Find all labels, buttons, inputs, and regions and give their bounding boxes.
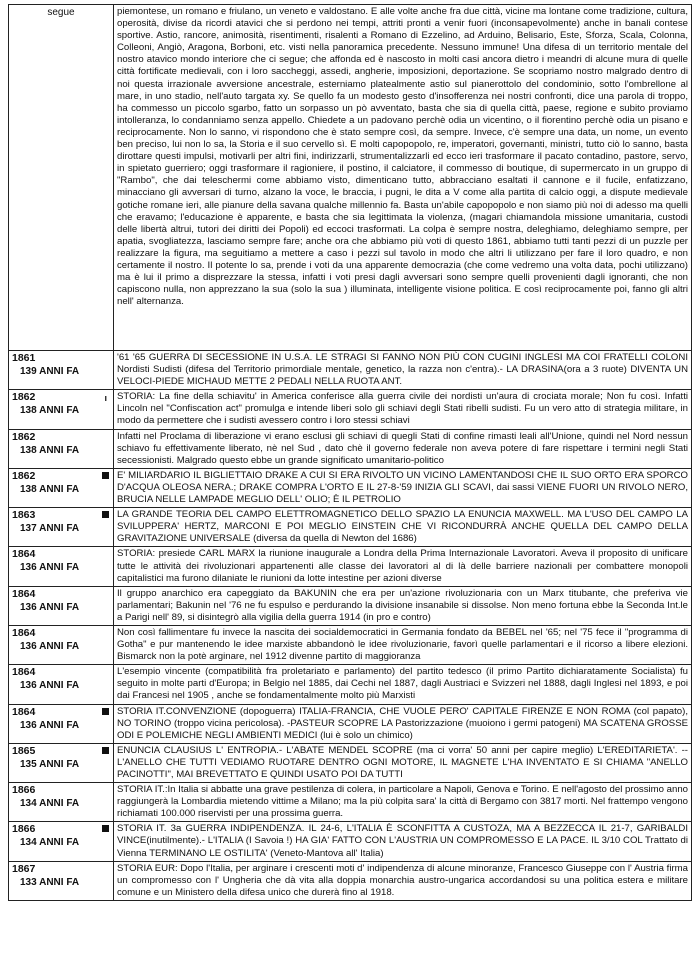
entry-text: STORIA IT. 3a GUERRA INDIPENDENZA. IL 24-6, L'ITALIA È SCONFITTA A CUSTOZA, MA A BEZZECCA IL 21-7, GARIBALDI VINCE(inutilmente).- L'ITALIA (I Savoia !) HA GIA' FATTO CON L'AUSTRIA UN COMPROMESSO E LA PACE. IL 3/10 COL Trattato di Vienna TERMINANO LE OSTILITA' (Veneto-Mantova all' Italia) — [114, 822, 692, 861]
table-row — [9, 743, 692, 782]
row-years-ago: 139 ANNI FA — [20, 366, 80, 377]
year-cell — [9, 351, 114, 390]
square-bullet-icon — [102, 472, 109, 479]
year-cell — [9, 390, 114, 429]
timeline-sheet — [8, 4, 692, 901]
square-bullet-icon — [102, 708, 109, 715]
square-bullet-icon — [102, 825, 109, 832]
year-cell — [9, 547, 114, 586]
row-years-ago: 134 ANNI FA — [20, 798, 80, 810]
row-year: 1866 — [12, 784, 36, 797]
table-row — [9, 351, 692, 390]
row-year: 1864 — [12, 705, 36, 718]
year-cell — [9, 625, 114, 664]
row-years-ago: 137 ANNI FA — [20, 523, 80, 535]
table-row — [9, 861, 692, 900]
row-years-ago: 135 ANNI FA — [20, 758, 80, 770]
table-row — [9, 704, 692, 743]
table-row — [9, 625, 692, 664]
table-row — [9, 508, 692, 547]
row-year: 1866 — [12, 823, 36, 836]
row-years-ago: 136 ANNI FA — [20, 719, 80, 731]
table-row — [9, 822, 692, 861]
year-cell — [9, 468, 114, 507]
row-years-ago: 136 ANNI FA — [20, 680, 80, 692]
row-years-ago: 138 ANNI FA — [20, 444, 80, 456]
year-cell — [9, 704, 114, 743]
year-cell — [9, 743, 114, 782]
row-years-ago: 138 ANNI FA — [20, 405, 80, 417]
table-row — [9, 390, 692, 429]
table-row — [9, 783, 692, 822]
entry-text: Il gruppo anarchico era capeggiato da BAKUNIN che era per un'azione rivoluzionaria con un Marx titubante, che preferiva vie parlamentari; Bakunin nel '76 ne fu espulso e perdurando la divisione insanabile si dissolse. Non meno fortuna ebbe la Seconda Int.le a Parigi nell' 89, si disintegrò alla vigilia della guerra 1914 (in pro e contro) — [114, 586, 692, 625]
entry-text: E' MILIARDARIO IL BIGLIETTAIO DRAKE A CUI SI ERA RIVOLTO UN VICINO LAMENTANDOSI CHE IL SUO ORTO ERA SPORCO D'ACQUA OLEOSA NERA.; DRAKE COMPRA L'ORTO E IL 27-8-'59 INIZIA GLI SCAVI, dai sassi VIENE FUORI UN RIVOLO NERO, BRUCIA NELLE LAMPADE MEGLIO DELL' OLIO; È IL PETROLIO — [114, 468, 692, 507]
year-cell — [9, 429, 114, 468]
row-years-ago: 136 ANNI FA — [20, 562, 80, 574]
row-year: segue — [47, 7, 75, 18]
row-year: 1864 — [12, 548, 36, 561]
table-row — [9, 468, 692, 507]
entry-text: '61 '65 GUERRA DI SECESSIONE IN U.S.A. LE STRAGI SI FANNO NON PIÙ CON CUGINI INGLESI MA COI FRATELLI COLONI Nordisti Sudisti (difesa del Territorio primordiale mentale, genetico, la razza non c'entra).- LA DRASINA(ora a 3 ruote) DIVENTA UN VELOCI-PIEDE MICHAUD METTE 2 PEDALI NELLA RUOTA ANT. — [114, 351, 692, 390]
timeline-table — [8, 4, 692, 901]
entry-text: Infatti nel Proclama di liberazione vi erano esclusi gli schiavi di quegli Stati di confine rimasti leali all'Unione, quindi nel Nord nessun schiavo fu effettivamente liberato, nè nel Sud , dato chè il governo federale non aveva potere di fare rispettare i termini negli Stati secessionisti. Malgrado questo ebbe un grande significato umanitario-politico — [114, 429, 692, 468]
entry-text: L'esempio vincente (compatibilità fra proletariato e parlamento) del partito tedesco (il primo Partito dichiaratamente Socialista) fu seguito in molte parti d'Europa; in Belgio nel 1885, dai Cechi nel 1887, dagli Austriaci e Svizzeri nel 1888, dagli Inglesi nel 1893, e poi dai Francesi nel 1905 , anche se fondamentalmente molto più Marxisti — [114, 665, 692, 704]
entry-text: Non così fallimentare fu invece la nascita dei socialdemocratici in Germania fondato da BEBEL nel '65; nel '75 fece il "programma di Gotha" e pur mantenendo le idee marxiste abbandonò le idee rivoluzionarie, favorì quelle parlamentari e il ricorso a libere elezioni. Bismarck non la potè arginare, nel 1912 divenne partito di maggioranza — [114, 625, 692, 664]
row-year: 1862 — [12, 391, 36, 404]
square-bullet-icon — [102, 747, 109, 754]
year-cell — [9, 586, 114, 625]
table-row — [9, 5, 692, 351]
row-year: 1864 — [12, 587, 36, 600]
row-year: 1862 — [12, 430, 36, 443]
row-year: 1864 — [12, 626, 36, 639]
year-cell — [9, 861, 114, 900]
year-cell — [9, 5, 114, 351]
entry-text: LA GRANDE TEORIA DEL CAMPO ELETTROMAGNETICO DELLO SPAZIO LA ENUNCIA MAXWELL. MA L'USO DEL CAMPO LA SVILUPPERA' HERTZ, MARCONI E POI MEGLIO EINSTEIN CHE VI RICONDURRÀ ANCHE QUELLA DEL CAMPO DELLA GRAVITAZIONE UNIVERSALE (diversa da quella di Newton del 1686) — [114, 508, 692, 547]
row-years-ago: 136 ANNI FA — [20, 640, 80, 652]
square-bullet-icon — [102, 511, 109, 518]
row-years-ago: 136 ANNI FA — [20, 601, 80, 613]
row-year: 1862 — [12, 469, 36, 482]
year-cell — [9, 665, 114, 704]
table-row — [9, 665, 692, 704]
row-year: 1864 — [12, 666, 36, 679]
row-years-ago: 138 ANNI FA — [20, 483, 80, 495]
row-year: 1863 — [12, 509, 36, 522]
tick-mark-icon: ı — [104, 393, 107, 404]
row-years-ago: 133 ANNI FA — [20, 876, 80, 888]
entry-text: STORIA: La fine della schiavitu' in America conferisce alla guerra civile dei nordisti un'aura di crociata morale; Non fu così. Infatti Lincoln nel "Confiscation act" promulga e intende liberi solo gli schiavi degli Stati ribelli sudisti. Fu un vero atto di strategia militare, in modo da permettere che i sudisti avessero contro i loro stessi schiavi — [114, 390, 692, 429]
year-cell — [9, 822, 114, 861]
row-year: 1865 — [12, 744, 36, 757]
year-cell — [9, 783, 114, 822]
row-year: 1867 — [12, 862, 36, 875]
entry-text: ENUNCIA CLAUSIUS L' ENTROPIA.- L'ABATE MENDEL SCOPRE (ma ci vorra' 50 anni per capire meglio) L'EREDITARIETA'. --L'ANELLO CHE TUTTI VEDIAMO RUOTARE DENTRO OGNI MOTORE, IL MAGNETE L'HA INVENTATO E SI CHIAMA "ANELLO PACINOTTI", MAI BREVETTATO E QUINDI USATO POI DA TUTTI — [114, 743, 692, 782]
entry-text: STORIA EUR: Dopo l'Italia, per arginare i crescenti moti d' indipendenza di alcune minoranze, Francesco Giuseppe con l' Austria firma un compromesso con l' Ungheria che dà vita alla doppia monarchia austro-ungarica accordandosi su una politica estera e militare comune e un Ministero della difesa unico che durerà fino al 1918. — [114, 861, 692, 900]
entry-text: STORIA IT.CONVENZIONE (dopoguerra) ITALIA-FRANCIA, CHE VUOLE PERO' CAPITALE FIRENZE E NON ROMA (col papato), NO TORINO (troppo vicina pericolosa). -PASTEUR SCOPRE LA Pastorizzazione (muoiono i germi patogeni) MA SCATENA GROSSE ODI E POLEMICHE NEGLI AMBIENTI MEDICI (lui è solo un chimico) — [114, 704, 692, 743]
row-years-ago: 134 ANNI FA — [20, 837, 80, 849]
table-row — [9, 586, 692, 625]
year-cell — [9, 508, 114, 547]
entry-text: STORIA: presiede CARL MARX la riunione inaugurale a Londra della Prima Internazionale Lavoratori. Aveva il proposito di unificare tutte le attività dei rivoluzionari appartenenti alle classe dei lavoratori al di là delle barriere nazionali per combattere monopoli capitalistici ma furono dilaniate le riunioni da lotte intestine per azioni diverse — [114, 547, 692, 586]
entry-text: STORIA IT.:In Italia si abbatte una grave pestilenza di colera, in particolare a Napoli, Genova e Torino. E nell'agosto del prossimo anno raggiungerà la Lombardia mietendo vittime a Milano; ma la più colpita sara' la città di Bergamo con 3817 morti. Nel frattempo vengono richiamati 100.000 riservisti per una prossima guerra. — [114, 783, 692, 822]
table-row — [9, 547, 692, 586]
table-row — [9, 429, 692, 468]
entry-text: piemontese, un romano e friulano, un veneto e valdostano. E alle volte anche fra due città, vicine ma lontane come tradizione, cultura, operosità, divise da ricordi atavici che si perdono nei tempi, attriti pronti a venir fuori (inconsapevolmente) anche in banali contese sportive. Astio, rancore, animosità, risentimenti, risalenti a Romano di Ezzelino, ad Arduino, Belisario, Este, Sforza, Scala, Colonna, Colleoni, Angiò, Aragona, Borboni, etc. visti nella panoramica precedente. Nessuno immune! Una difesa di un territorio mentale del nostro atavico mondo interiore che ci segue; che affonda ed è nascosto in molti casi ancora dietro i meandri di alcune mura di quelle città fortificate medievali, con i loro saccheggi, assedi, angherie, imposizioni, deportazione. Se scopriamo nostro malgrado dentro di noi questa irrazionale avversione ancestrale, esterniamo platealmente astio sul pianerottolo del condominio, sotto l'ombrellone al mare, in uno stadio, nell'auto targata xy. Se quello fa un modesto gesto d'insofferenza nei nostri confronti, dice una parola di troppo, ha commesso un piccolo sgarbo, fatto un sorpasso un pò avventato, basta che sia di quella città, paese, regione e subito proviamo intolleranza, lo condanniamo senza appello. Chiedete a un padovano perchè odia un vicentino, o il fiorentino perchè odia un pisano e reciprocamente. Non lo sanno, vi rispondono che è stato sempre così, da sempre. Invece, c'è sempre una data, un nome, un evento ben preciso, lui non lo sa, la Storia e il suo cervello sì. E molti capopopolo, re, imperatori, governanti, ministri, tutto ciò lo sanno, basta dirottare questi impulsi, motivarli per altri fini, indirizzarli, strumentalizzarli ed ecco ieri trasformare il pacato contadino, pastore, servo, in spietato guerriero; oggi trasformare il ragioniere, il postino, il calciatore, il commesso di boutique, di supermercato in un gruppo di "Rambo", che dai teleschermi come abbiamo visto, dimenticano tutto, abbracciano esaltati il cannone e il fucile, enfatizzano, minacciano gli avversari di turno, alzano la voce, le braccia, i pugni, le dita a V come alla partita di calcio oggi, a dispute medievale gotiche romane ieri, alle pianure della savana qualche millennio fa. Basta un'abile capopopolo e non siamo più noi di adesso ma quelli che eravamo; l'educazione è apparente, e basta che sia legittimata la violenza, (magari chiamandola missione umanitaria, custodi delle libertà altrui, tutori dei diritti dei Popoli) ed eccoci trasformati. La colpa è sempre nostra, deleghiamo, deleghiamo sempre, per apatia, svogliatezza, lasciamo sempre fare; anche ora che abbiamo più voti di questo 1861, abbiamo tutti tanti pezzi di un puzzle per realizzare la figura, ma seguitiamo a mettere a caso i pezzi sul tavolo in modo che altri li utilizzano per fare il loro quadro, e non certamente il nostro. Il potente lo sa, prende i voti da una apparente democrazia (che come vedremo una volta data, pochi utilizzano) ma è lui il primo a disprezzare la stessa, infatti i voti presi dagli avversari sono sempre quelli provenienti dagli ignoranti, che non capiscono nulla, non apprezzano la sua (solo la sua ) illuminata, intelligente visione politica. E così reciprocamente poi, fanno gli altri nell' alternanza. — [114, 5, 692, 351]
row-year: 1861 — [12, 352, 36, 364]
